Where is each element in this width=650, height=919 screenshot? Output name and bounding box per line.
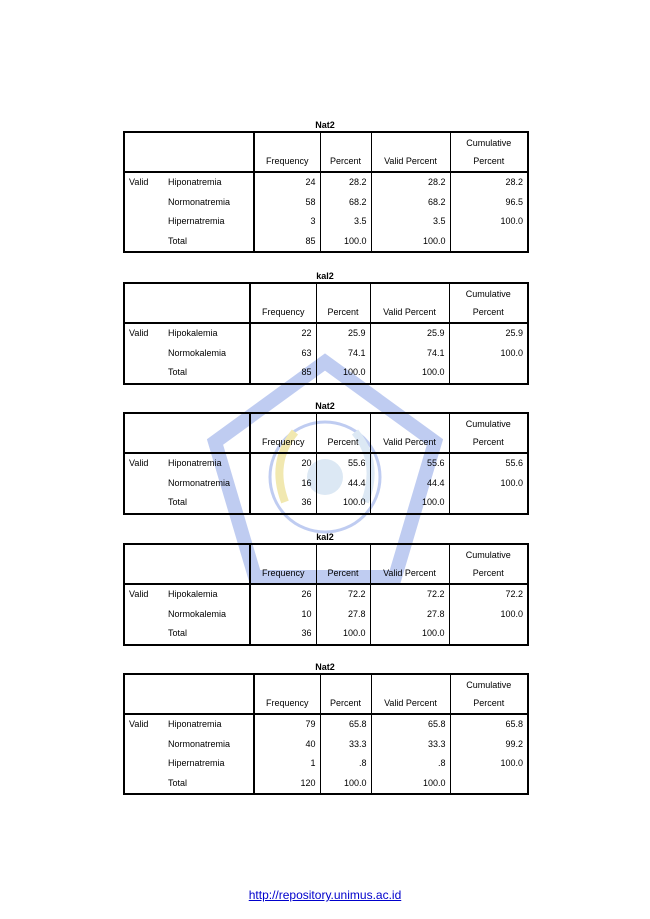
- cell-percent: 100.0: [316, 363, 370, 384]
- cell-cumulative-percent: 65.8: [450, 714, 528, 735]
- header-cumulative-line1: Cumulative: [465, 419, 511, 429]
- cell-valid-percent: 65.8: [371, 714, 450, 735]
- header-cumulative-line2: Percent: [473, 698, 505, 708]
- cell-cumulative-percent: [450, 774, 528, 795]
- cell-valid-percent: 100.0: [370, 493, 449, 514]
- cell-percent: 25.9: [316, 323, 370, 344]
- table-row: [124, 774, 528, 795]
- header-cumulative-line1: Cumulative: [466, 138, 512, 148]
- header-cumulative-line1: Cumulative: [466, 680, 512, 690]
- repository-link[interactable]: http://repository.unimus.ac.id: [248, 888, 402, 902]
- row-group-label: [124, 212, 164, 232]
- table-row: [124, 232, 528, 253]
- cell-cumulative-percent: 100.0: [449, 344, 528, 364]
- header-percent: Percent: [316, 283, 370, 323]
- row-group-label: Valid: [129, 589, 149, 599]
- cell-percent: 28.2: [320, 172, 371, 193]
- cell-valid-percent: 28.2: [371, 172, 450, 193]
- header-cumulative-percent: [449, 544, 528, 584]
- table-title: Nat2: [315, 120, 335, 130]
- header-frequency: Frequency: [250, 283, 316, 323]
- header-valid-percent: Valid Percent: [370, 283, 449, 323]
- cell-percent: 72.2: [316, 584, 370, 605]
- cell-frequency: 85: [250, 363, 316, 384]
- table-title: Nat2: [315, 401, 335, 411]
- cell-valid-percent: 25.9: [370, 323, 449, 344]
- cell-percent: 27.8: [316, 605, 370, 625]
- frequency-table-block: [123, 531, 527, 646]
- table-row: [124, 584, 528, 605]
- cell-percent: 44.4: [316, 474, 370, 494]
- cell-percent: 100.0: [320, 774, 371, 795]
- cell-frequency: 36: [250, 624, 316, 645]
- table-row: [124, 453, 528, 474]
- header-empty-cell: [124, 283, 250, 323]
- table-row: [124, 474, 528, 494]
- cell-percent: 74.1: [316, 344, 370, 364]
- header-percent: Percent: [316, 413, 370, 453]
- cell-percent: 100.0: [320, 232, 371, 253]
- row-label: Normokalemia: [168, 608, 227, 619]
- header-empty-cell: [124, 544, 250, 584]
- header-cumulative-line2: Percent: [472, 437, 504, 447]
- row-group-label: [124, 193, 164, 213]
- row-group-label: [124, 493, 164, 514]
- cell-cumulative-percent: 100.0: [449, 605, 528, 625]
- header-valid-percent: Valid Percent: [371, 674, 450, 714]
- row-label: Total: [168, 367, 188, 377]
- row-label: Total: [168, 497, 188, 507]
- row-group-label: [124, 624, 164, 645]
- cell-cumulative-percent: [449, 493, 528, 514]
- row-group-label: Valid: [129, 328, 149, 338]
- cell-valid-percent: 44.4: [370, 474, 449, 494]
- row-group-label: [124, 605, 164, 625]
- frequency-table: [123, 131, 529, 253]
- frequency-table: [123, 673, 529, 795]
- cell-frequency: 58: [254, 193, 320, 213]
- row-label: Normonatremia: [168, 738, 231, 749]
- frequency-table: [123, 412, 529, 515]
- cell-valid-percent: 3.5: [371, 212, 450, 232]
- table-row: [124, 624, 528, 645]
- header-empty-cell: [124, 674, 254, 714]
- header-cumulative-percent: [450, 674, 528, 714]
- header-frequency: Frequency: [250, 413, 316, 453]
- row-label: Total: [168, 235, 188, 246]
- row-group-label: [124, 735, 164, 755]
- table-row: [124, 344, 528, 364]
- cell-percent: 100.0: [316, 624, 370, 645]
- row-label: Hiponatremia: [168, 458, 222, 468]
- cell-valid-percent: 72.2: [370, 584, 449, 605]
- cell-frequency: 22: [250, 323, 316, 344]
- row-label: Normonatremia: [168, 477, 231, 488]
- table-row: [124, 363, 528, 384]
- cell-cumulative-percent: 72.2: [449, 584, 528, 605]
- header-frequency: Frequency: [250, 544, 316, 584]
- cell-frequency: 26: [250, 584, 316, 605]
- cell-cumulative-percent: 55.6: [449, 453, 528, 474]
- header-empty-cell: [124, 413, 250, 453]
- header-cumulative-line2: Percent: [472, 568, 504, 578]
- cell-cumulative-percent: [449, 624, 528, 645]
- table-row: [124, 172, 528, 193]
- cell-frequency: 24: [254, 172, 320, 193]
- row-label: Normonatremia: [168, 196, 231, 207]
- cell-frequency: 120: [254, 774, 320, 795]
- table-row: [124, 323, 528, 344]
- row-group-label: Valid: [129, 177, 149, 187]
- frequency-table: [123, 282, 529, 385]
- footer: [0, 888, 650, 902]
- cell-cumulative-percent: [449, 363, 528, 384]
- cell-percent: .8: [320, 754, 371, 774]
- cell-frequency: 10: [250, 605, 316, 625]
- cell-frequency: 85: [254, 232, 320, 253]
- row-group-label: [124, 344, 164, 364]
- table-title: Nat2: [315, 662, 335, 672]
- row-label: Hipokalemia: [168, 328, 218, 338]
- cell-valid-percent: 33.3: [371, 735, 450, 755]
- row-group-label: [124, 232, 164, 253]
- row-group-label: [124, 363, 164, 384]
- cell-valid-percent: 27.8: [370, 605, 449, 625]
- cell-cumulative-percent: 100.0: [450, 212, 528, 232]
- cell-percent: 3.5: [320, 212, 371, 232]
- header-frequency: Frequency: [254, 674, 320, 714]
- header-cumulative-percent: [449, 413, 528, 453]
- row-group-label: [124, 774, 164, 795]
- cell-cumulative-percent: 99.2: [450, 735, 528, 755]
- header-frequency: Frequency: [254, 132, 320, 172]
- table-row: [124, 493, 528, 514]
- cell-frequency: 16: [250, 474, 316, 494]
- header-valid-percent: Valid Percent: [370, 413, 449, 453]
- cell-percent: 33.3: [320, 735, 371, 755]
- header-percent: Percent: [320, 132, 371, 172]
- table-title: kal2: [316, 532, 334, 542]
- frequency-table: [123, 543, 529, 646]
- frequency-table-block: [123, 661, 527, 795]
- row-group-label: Valid: [129, 719, 149, 729]
- frequency-table-block: [123, 400, 527, 515]
- header-cumulative-percent: [449, 283, 528, 323]
- table-row: [124, 735, 528, 755]
- cell-valid-percent: 55.6: [370, 453, 449, 474]
- row-label: Hipernatremia: [168, 216, 225, 226]
- cell-valid-percent: 68.2: [371, 193, 450, 213]
- row-group-label: Valid: [129, 458, 149, 468]
- header-percent: Percent: [320, 674, 371, 714]
- cell-percent: 68.2: [320, 193, 371, 213]
- cell-frequency: 36: [250, 493, 316, 514]
- cell-frequency: 79: [254, 714, 320, 735]
- header-valid-percent: Valid Percent: [370, 544, 449, 584]
- cell-cumulative-percent: 25.9: [449, 323, 528, 344]
- cell-cumulative-percent: 96.5: [450, 193, 528, 213]
- cell-valid-percent: 100.0: [371, 774, 450, 795]
- table-row: [124, 212, 528, 232]
- cell-cumulative-percent: [450, 232, 528, 253]
- row-label: Normokalemia: [168, 347, 227, 358]
- cell-valid-percent: 74.1: [370, 344, 449, 364]
- table-row: [124, 754, 528, 774]
- row-label: Hiponatremia: [168, 719, 222, 729]
- header-cumulative-line1: Cumulative: [465, 550, 511, 560]
- row-label: Total: [168, 628, 188, 638]
- row-label: Hiponatremia: [168, 177, 222, 187]
- header-valid-percent: Valid Percent: [371, 132, 450, 172]
- cell-cumulative-percent: 100.0: [450, 754, 528, 774]
- row-label: Hipernatremia: [168, 758, 225, 768]
- cell-valid-percent: .8: [371, 754, 450, 774]
- table-title: kal2: [316, 271, 334, 281]
- cell-percent: 100.0: [316, 493, 370, 514]
- table-row: [124, 605, 528, 625]
- header-cumulative-line2: Percent: [472, 307, 504, 317]
- cell-valid-percent: 100.0: [370, 624, 449, 645]
- table-row: [124, 714, 528, 735]
- header-cumulative-line1: Cumulative: [465, 289, 511, 299]
- cell-frequency: 63: [250, 344, 316, 364]
- table-row: [124, 193, 528, 213]
- frequency-table-block: [123, 270, 527, 385]
- header-cumulative-line2: Percent: [473, 156, 505, 166]
- cell-cumulative-percent: 28.2: [450, 172, 528, 193]
- cell-percent: 65.8: [320, 714, 371, 735]
- row-label: Hipokalemia: [168, 589, 218, 599]
- cell-cumulative-percent: 100.0: [449, 474, 528, 494]
- frequency-table-block: [123, 119, 527, 253]
- cell-frequency: 3: [254, 212, 320, 232]
- row-group-label: [124, 754, 164, 774]
- cell-frequency: 1: [254, 754, 320, 774]
- header-percent: Percent: [316, 544, 370, 584]
- header-cumulative-percent: [450, 132, 528, 172]
- cell-percent: 55.6: [316, 453, 370, 474]
- cell-valid-percent: 100.0: [370, 363, 449, 384]
- cell-frequency: 40: [254, 735, 320, 755]
- cell-frequency: 20: [250, 453, 316, 474]
- header-empty-cell: [124, 132, 254, 172]
- cell-valid-percent: 100.0: [371, 232, 450, 253]
- row-group-label: [124, 474, 164, 494]
- row-label: Total: [168, 777, 188, 788]
